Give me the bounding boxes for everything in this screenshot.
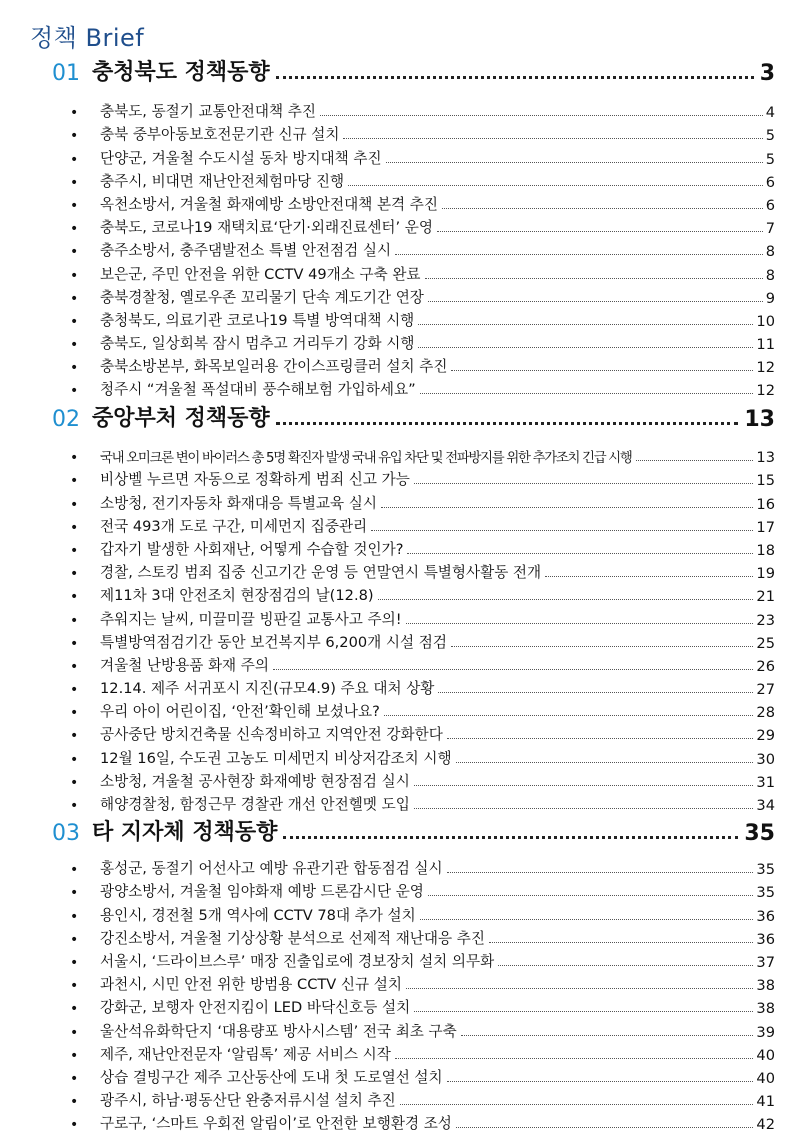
toc-entry[interactable] xyxy=(70,675,775,698)
toc-entry-title: 공사중단 방치건축물 신속정비하고 지역안전 강화한다 xyxy=(100,726,443,744)
dot-leader xyxy=(400,1104,754,1105)
bullet-icon: • xyxy=(70,774,79,791)
bullet-icon: • xyxy=(70,197,79,214)
dot-leader xyxy=(414,1011,753,1012)
bullet-icon: • xyxy=(70,1094,79,1111)
toc-entry-title: 충북경찰청, 옐로우존 꼬리물기 단속 계도기간 연장 xyxy=(100,288,424,306)
toc-entry-page-number: 17 xyxy=(756,518,775,536)
toc-entry-page-number: 6 xyxy=(765,173,775,191)
bullet-icon: • xyxy=(70,589,79,606)
toc-entry[interactable] xyxy=(70,1017,775,1040)
toc-entry-page-number: 35 xyxy=(756,884,775,902)
toc-entry-page-number: 34 xyxy=(756,797,775,814)
toc-entry-page-number: 29 xyxy=(756,727,775,745)
toc-entry-page-number: 36 xyxy=(756,907,775,925)
bullet-icon: • xyxy=(70,566,79,583)
toc-entry-page-number: 31 xyxy=(756,773,775,791)
bullet-icon: • xyxy=(70,360,79,377)
toc-entry-title: 충주시, 비대면 재난안전체험마당 진행 xyxy=(100,172,345,190)
toc-entry-title: 12.14. 제주 서귀포시 지진(규모4.9) 주요 대처 상황 xyxy=(100,680,435,698)
toc-entry[interactable] xyxy=(70,260,775,283)
toc-entry-page-number: 37 xyxy=(756,953,775,971)
toc-entry[interactable] xyxy=(70,191,775,214)
dot-leader xyxy=(461,1035,754,1036)
bullet-icon: • xyxy=(70,337,79,354)
toc-entry-page-number: 4 xyxy=(765,104,775,122)
toc-entry-title: 강화군, 보행자 안전지킴이 LED 바닥신호등 설치 xyxy=(100,999,411,1017)
dot-leader xyxy=(371,530,753,531)
bullet-icon: • xyxy=(70,1024,79,1041)
toc-entry-page-number: 40 xyxy=(756,1069,775,1087)
toc-entry-title: 홍성군, 동절기 어선사고 예방 유관기관 합동점검 실시 xyxy=(100,860,443,878)
toc-entry-page-number: 11 xyxy=(756,336,775,354)
bullet-icon: • xyxy=(70,931,79,948)
dot-leader xyxy=(437,231,763,232)
toc-entry-page-number: 38 xyxy=(756,1000,775,1018)
bullet-icon: • xyxy=(70,1001,79,1018)
bullet-icon: • xyxy=(70,519,79,536)
toc-entry[interactable] xyxy=(70,629,775,652)
bullet-icon: • xyxy=(70,128,79,145)
bullet-icon: • xyxy=(70,244,79,261)
dot-leader xyxy=(451,370,753,371)
toc-entry-page-number: 19 xyxy=(756,565,775,583)
toc-entry[interactable] xyxy=(70,582,775,605)
toc-entry-title: 추워지는 날씨, 미끌미끌 빙판길 교통사고 주의! xyxy=(100,610,402,628)
dot-leader xyxy=(418,324,753,325)
toc-entry[interactable] xyxy=(70,168,775,191)
dot-leader xyxy=(348,185,763,186)
bullet-icon: • xyxy=(70,313,79,330)
dot-leader xyxy=(395,1058,754,1059)
toc-entry[interactable] xyxy=(70,466,775,489)
toc-entry-title: 청주시 “겨울철 폭설대비 풍수해보험 가입하세요” xyxy=(100,381,416,399)
dot-leader xyxy=(442,208,763,209)
toc-entry-page-number: 23 xyxy=(756,611,775,629)
toc-entry-title: 강진소방서, 겨울철 기상상황 분석으로 선제적 재난대응 추진 xyxy=(100,929,485,947)
dot-leader xyxy=(414,483,754,484)
dot-leader xyxy=(447,1081,754,1082)
toc-entry-title: 우리 아이 어린이집, ‘안전’확인해 보셨나요? xyxy=(100,703,380,721)
toc-entry[interactable] xyxy=(70,994,775,1017)
toc-entry-title: 충북도, 일상회복 잠시 멈추고 거리두기 강화 시행 xyxy=(100,335,415,353)
toc-entry-title: 12월 16일, 수도권 고농도 미세먼지 비상저감조치 시행 xyxy=(100,749,452,767)
dot-leader xyxy=(395,254,763,255)
toc-entry-title: 제11차 3대 안전조치 현장점검의 날(12.8) xyxy=(100,587,374,605)
toc-entry[interactable] xyxy=(70,948,775,971)
section-page-number: 13 xyxy=(744,407,775,432)
bullet-icon: • xyxy=(70,728,79,745)
toc-entry[interactable] xyxy=(70,98,775,121)
dot-leader xyxy=(428,895,754,896)
dot-leader xyxy=(456,762,754,763)
toc-entry[interactable] xyxy=(70,353,775,376)
bullet-icon: • xyxy=(70,151,79,168)
toc-entry[interactable] xyxy=(70,855,775,878)
dot-leader xyxy=(451,646,753,647)
page-title: 정책 Brief xyxy=(30,24,145,52)
dot-leader xyxy=(447,872,754,873)
toc-entry[interactable] xyxy=(70,744,775,767)
bullet-icon: • xyxy=(70,798,79,814)
section-page-number: 35 xyxy=(744,821,775,846)
toc-entry[interactable] xyxy=(70,536,775,559)
toc-entry-title: 경찰, 스토킹 범죄 집중 신고기간 운영 등 연말연시 특별형사활동 전개 xyxy=(100,564,542,582)
toc-entry-page-number: 12 xyxy=(756,382,775,400)
toc-entry-title: 충북도, 코로나19 재택치료‘단기·외래진료센터’ 운영 xyxy=(100,219,433,237)
toc-entry-title: 용인시, 경전철 5개 역사에 CCTV 78대 추가 설치 xyxy=(100,906,416,924)
dot-leader xyxy=(406,623,754,624)
toc-entry-page-number: 5 xyxy=(765,150,775,168)
toc-entry[interactable] xyxy=(70,721,775,744)
dot-leader xyxy=(283,836,738,839)
toc-entry-page-number: 41 xyxy=(756,1093,775,1111)
bullet-icon: • xyxy=(70,1117,79,1134)
section-title: 타 지자체 정책동향 xyxy=(92,820,278,845)
toc-entry-title: 충북 중부아동보호전문기관 신규 설치 xyxy=(100,126,340,144)
toc-entry-page-number: 25 xyxy=(756,634,775,652)
toc-entry[interactable] xyxy=(70,925,775,948)
toc-entry[interactable] xyxy=(70,237,775,260)
bullet-icon: • xyxy=(70,496,79,513)
toc-entry-page-number: 16 xyxy=(756,495,775,513)
toc-entry-page-number: 42 xyxy=(756,1116,775,1134)
dot-leader xyxy=(438,692,753,693)
toc-entry-title: 전국 493개 도로 구간, 미세먼지 집중관리 xyxy=(100,517,368,535)
toc-entry[interactable] xyxy=(70,1110,775,1133)
section-number: 03 xyxy=(52,821,80,846)
bullet-icon: • xyxy=(70,751,79,768)
toc-entry-title: 특별방역점검기간 동안 보건복지부 6,200개 시설 점검 xyxy=(100,633,447,651)
toc-entry-page-number: 8 xyxy=(765,266,775,284)
dot-leader xyxy=(276,422,739,425)
toc-entry[interactable] xyxy=(70,971,775,994)
bullet-icon: • xyxy=(70,1070,79,1087)
toc-entry-title: 국내 오미크론 변이 바이러스 총 5명 확진자 발생 국내 유입 차단 및 전파방지를 위한 추가조치 긴급 시행 xyxy=(100,451,632,467)
dot-leader xyxy=(447,738,754,739)
dot-leader xyxy=(386,162,763,163)
bullet-icon: • xyxy=(70,705,79,722)
toc-list-01 xyxy=(70,98,775,399)
toc-entry-title: 광양소방서, 겨울철 임야화재 예방 드론감시단 운영 xyxy=(100,883,424,901)
toc-entry[interactable] xyxy=(70,513,775,536)
toc-list-02 xyxy=(70,443,775,814)
dot-leader xyxy=(406,988,753,989)
dot-leader xyxy=(320,115,763,116)
toc-entry-page-number: 36 xyxy=(756,930,775,948)
section-title: 중앙부처 정책동향 xyxy=(92,406,270,431)
dot-leader xyxy=(428,301,763,302)
bullet-icon: • xyxy=(70,174,79,191)
dot-leader xyxy=(414,785,754,786)
toc-entry-page-number: 10 xyxy=(756,312,775,330)
toc-entry[interactable] xyxy=(70,698,775,721)
section-title: 충청북도 정책동향 xyxy=(92,60,270,85)
toc-entry-page-number: 15 xyxy=(756,472,775,490)
bullet-icon: • xyxy=(70,658,79,675)
toc-entry-title: 제주, 재난안전문자 ‘알림톡’ 제공 서비스 시작 xyxy=(100,1045,391,1063)
toc-entry-title: 갑자기 발생한 사회재난, 어떻게 수습할 것인가? xyxy=(100,540,404,558)
toc-entry-page-number: 39 xyxy=(756,1023,775,1041)
toc-entry[interactable] xyxy=(70,214,775,237)
toc-entry-title: 해양경찰청, 함정근무 경찰관 개선 안전헬멧 도입 xyxy=(100,796,410,813)
toc-entry[interactable] xyxy=(70,1064,775,1087)
dot-leader xyxy=(414,808,754,809)
bullet-icon: • xyxy=(70,383,79,400)
dot-leader xyxy=(418,347,753,348)
dot-leader xyxy=(545,576,753,577)
toc-entry-title: 서울시, ‘드라이브스루’ 매장 진출입로에 경보장치 설치 의무화 xyxy=(100,952,495,970)
toc-entry[interactable] xyxy=(70,121,775,144)
toc-entry-page-number: 13 xyxy=(756,449,775,467)
toc-entry-page-number: 7 xyxy=(765,220,775,238)
dot-leader xyxy=(489,942,754,943)
toc-entry[interactable] xyxy=(70,791,775,814)
toc-entry-title: 겨울철 난방용품 화재 주의 xyxy=(100,656,269,674)
toc-entry-title: 충북소방본부, 화목보일러용 간이스프링클러 설치 추진 xyxy=(100,358,448,376)
toc-entry-title: 구로구, ‘스마트 우회전 알림이’로 안전한 보행환경 조성 xyxy=(100,1115,452,1133)
toc-entry-page-number: 21 xyxy=(756,588,775,606)
toc-entry[interactable] xyxy=(70,489,775,512)
dot-leader xyxy=(456,1127,754,1128)
section-heading-02[interactable] xyxy=(52,402,775,432)
toc-entry[interactable] xyxy=(70,330,775,353)
toc-entry-title: 광주시, 하남·평동산단 완충저류시설 설치 추진 xyxy=(100,1092,396,1110)
toc-entry-page-number: 9 xyxy=(765,289,775,307)
bullet-icon: • xyxy=(70,542,79,559)
toc-entry-page-number: 12 xyxy=(756,359,775,377)
bullet-icon: • xyxy=(70,978,79,995)
toc-entry-page-number: 30 xyxy=(756,750,775,768)
toc-entry-page-number: 6 xyxy=(765,196,775,214)
dot-leader xyxy=(384,715,754,716)
toc-entry[interactable] xyxy=(70,768,775,791)
bullet-icon: • xyxy=(70,682,79,699)
toc-entry-title: 소방청, 전기자동차 화재대응 특별교육 실시 xyxy=(100,494,377,512)
toc-entry[interactable] xyxy=(70,901,775,924)
toc-entry-page-number: 28 xyxy=(756,704,775,722)
section-heading-03[interactable] xyxy=(52,816,775,846)
bullet-icon: • xyxy=(70,267,79,284)
toc-entry-title: 과천시, 시민 안전 위한 방범용 CCTV 신규 설치 xyxy=(100,976,402,994)
dot-leader xyxy=(381,507,753,508)
dot-leader xyxy=(276,76,754,79)
bullet-icon: • xyxy=(70,885,79,902)
bullet-icon: • xyxy=(70,473,79,490)
toc-list-03 xyxy=(70,855,775,1133)
toc-entry-page-number: 40 xyxy=(756,1046,775,1064)
bullet-icon: • xyxy=(70,221,79,238)
bullet-icon: • xyxy=(70,1047,79,1064)
toc-entry-title: 울산석유화학단지 ‘대용량포 방사시스템’ 전국 최초 구축 xyxy=(100,1022,457,1040)
bullet-icon: • xyxy=(70,862,79,879)
toc-entry-page-number: 8 xyxy=(765,243,775,261)
toc-entry-title: 상습 결빙구간 제주 고산동산에 도내 첫 도로열선 설치 xyxy=(100,1068,443,1086)
toc-entry-page-number: 38 xyxy=(756,977,775,995)
toc-entry-page-number: 18 xyxy=(756,541,775,559)
bullet-icon: • xyxy=(70,635,79,652)
dot-leader xyxy=(273,669,753,670)
toc-entry-title: 옥천소방서, 겨울철 화재예방 소방안전대책 본격 추진 xyxy=(100,195,438,213)
bullet-icon: • xyxy=(70,954,79,971)
toc-entry-title: 충주소방서, 충주댐발전소 특별 안전점검 실시 xyxy=(100,242,392,260)
toc-entry-title: 단양군, 겨울철 수도시설 동차 방지대책 추진 xyxy=(100,149,382,167)
toc-entry-title: 충북도, 동절기 교통안전대책 추진 xyxy=(100,103,316,121)
bullet-icon: • xyxy=(70,612,79,629)
dot-leader xyxy=(407,553,753,554)
toc-entry-title: 비상벨 누르면 자동으로 정확하게 범죄 신고 가능 xyxy=(100,471,410,489)
toc-entry[interactable] xyxy=(70,376,775,399)
toc-entry[interactable] xyxy=(70,878,775,901)
toc-entry[interactable] xyxy=(70,1041,775,1064)
section-number: 02 xyxy=(52,407,80,432)
dot-leader xyxy=(636,460,754,461)
toc-entry[interactable] xyxy=(70,307,775,330)
toc-entry[interactable] xyxy=(70,284,775,307)
dot-leader xyxy=(498,965,753,966)
toc-entry[interactable] xyxy=(70,652,775,675)
toc-entry-page-number: 5 xyxy=(765,127,775,145)
toc-entry-title: 소방청, 겨울철 공사현장 화재예방 현장점검 실시 xyxy=(100,772,410,790)
bullet-icon: • xyxy=(70,908,79,925)
bullet-icon: • xyxy=(70,290,79,307)
bullet-icon: • xyxy=(70,450,79,467)
dot-leader xyxy=(420,919,754,920)
toc-entry[interactable] xyxy=(70,443,775,466)
toc-entry[interactable] xyxy=(70,559,775,582)
section-page-number: 3 xyxy=(759,61,775,86)
bullet-icon: • xyxy=(70,105,79,122)
toc-entry[interactable] xyxy=(70,1087,775,1110)
toc-entry[interactable] xyxy=(70,605,775,628)
section-number: 01 xyxy=(52,61,80,86)
dot-leader xyxy=(420,393,754,394)
toc-entry-page-number: 26 xyxy=(756,657,775,675)
section-heading-01[interactable] xyxy=(52,56,775,86)
toc-entry[interactable] xyxy=(70,144,775,167)
toc-entry-page-number: 27 xyxy=(756,681,775,699)
toc-entry-title: 보은군, 주민 안전을 위한 CCTV 49개소 구축 완료 xyxy=(100,265,421,283)
dot-leader xyxy=(378,599,754,600)
toc-entry-page-number: 35 xyxy=(756,861,775,879)
dot-leader xyxy=(343,138,762,139)
toc-entry-title: 충청북도, 의료기관 코로나19 특별 방역대책 시행 xyxy=(100,311,415,329)
dot-leader xyxy=(425,278,763,279)
